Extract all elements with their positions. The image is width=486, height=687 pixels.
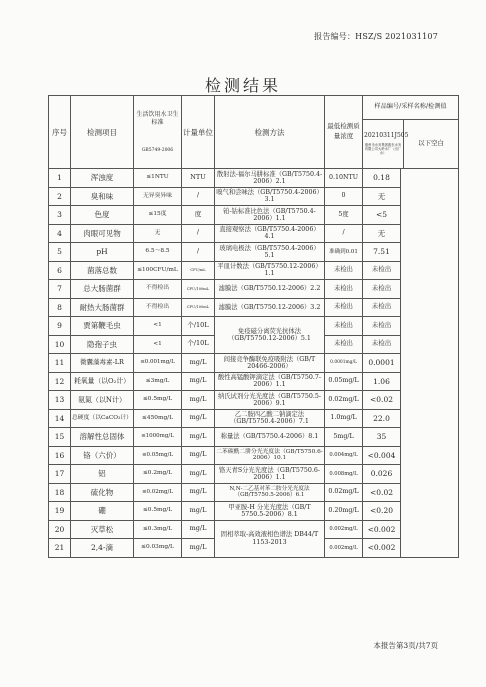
row-result: <5: [363, 206, 401, 225]
table-row: [49, 169, 459, 188]
row-unit: mg/L: [182, 391, 215, 410]
row-result: <0.02: [363, 483, 401, 502]
row-unit: mg/L: [182, 465, 215, 484]
table-row: [49, 428, 459, 447]
row-method-merged: 免疫磁分离荧光抗体法（GB/T5750.12-2006）5.1: [215, 317, 325, 354]
col-item-header: 检测项目: [71, 96, 134, 169]
table-row: [49, 280, 459, 299]
row-item: pH: [71, 243, 134, 262]
row-method: 纳氏试剂分光光度法（GB/T5750.5-2006）9.1: [215, 391, 325, 410]
row-item: 铬（六价）: [71, 446, 134, 465]
sample-name: 惠州市水务集团惠东水务有限公司大岭水厂（出厂水）: [364, 142, 402, 156]
row-limit: 0.02mg/L: [325, 483, 363, 502]
results-table: [48, 95, 459, 558]
blank-column: [401, 169, 459, 558]
row-standard: ≤1000mg/L: [134, 428, 182, 447]
row-method: N,N-二乙基对苯二胺分光光度法（GB/T5750.5-2006）6.1: [215, 483, 325, 502]
row-limit: 1.0mg/L: [325, 409, 363, 428]
row-index: 11: [49, 354, 71, 373]
row-index: 19: [49, 502, 71, 521]
row-item: 总硬度（以CaCO₃计）: [71, 409, 134, 428]
row-limit: 0.10NTU: [325, 169, 363, 188]
row-result: 7.51: [363, 243, 401, 262]
row-limit: 未检出: [325, 335, 363, 354]
row-result: 22.0: [363, 409, 401, 428]
row-item: 耐热大肠菌群: [71, 298, 134, 317]
row-item: 微囊藻毒素-LR: [71, 354, 134, 373]
row-method: 散射法-福尔马肼标准（GB/T5750.4-2006）2.1: [215, 169, 325, 188]
row-method: 直接观察法（GB/T5750.4-2006）4.1: [215, 224, 325, 243]
row-result: 未检出: [363, 261, 401, 280]
row-index: 21: [49, 539, 71, 558]
row-standard: ≤0.001mg/L: [134, 354, 182, 373]
row-item: 浑浊度: [71, 169, 134, 188]
row-result: 无: [363, 187, 401, 206]
row-item: 硫化物: [71, 483, 134, 502]
row-item: 铝: [71, 465, 134, 484]
row-index: 4: [49, 224, 71, 243]
row-index: 12: [49, 372, 71, 391]
row-index: 13: [49, 391, 71, 410]
row-limit: 5度: [325, 206, 363, 225]
row-index: 9: [49, 317, 71, 336]
row-index: 8: [49, 298, 71, 317]
row-result: <0.002: [363, 520, 401, 539]
row-unit: mg/L: [182, 539, 215, 558]
row-method: 甲亚胺-H 分光光度法（GB/T 5750.5-2006）8.1: [215, 502, 325, 521]
row-standard: ≤0.5mg/L: [134, 391, 182, 410]
row-limit: 0.004mg/L: [325, 446, 363, 465]
row-standard: <1: [134, 317, 182, 336]
row-index: 17: [49, 465, 71, 484]
row-method: 滤膜法（GB/T5750.12-2006）3.2: [215, 298, 325, 317]
row-method: 乙二胺四乙酸二钠滴定法（GB/T5750.4-2006）7.1: [215, 409, 325, 428]
row-item: 2,4-滴: [71, 539, 134, 558]
row-result: 0.0001: [363, 354, 401, 373]
row-unit: 个/10L: [182, 317, 215, 336]
row-standard: 不得检出: [134, 298, 182, 317]
row-standard: ≤0.3mg/L: [134, 520, 182, 539]
row-unit: /: [182, 187, 215, 206]
row-unit: mg/L: [182, 372, 215, 391]
row-standard: ≤1NTU: [134, 169, 182, 188]
row-item: 贾第鞭毛虫: [71, 317, 134, 336]
row-index: 7: [49, 280, 71, 299]
row-item: 总大肠菌群: [71, 280, 134, 299]
row-index: 5: [49, 243, 71, 262]
row-limit: 准确到0.01: [325, 243, 363, 262]
row-method: 滤膜法（GB/T5750.12-2006）2.2: [215, 280, 325, 299]
row-standard: ≤0.05mg/L: [134, 446, 182, 465]
col-limit-header: 最低检测质量浓度: [325, 96, 363, 169]
table-row: [49, 354, 459, 373]
row-limit: 未检出: [325, 298, 363, 317]
row-unit: 度: [182, 206, 215, 225]
row-item: 臭和味: [71, 187, 134, 206]
row-unit: mg/L: [182, 428, 215, 447]
row-index: 15: [49, 428, 71, 447]
row-limit: 0.002mg/L: [325, 520, 363, 539]
row-limit: 0.002mg/L: [325, 539, 363, 558]
row-item: 肉眼可见物: [71, 224, 134, 243]
row-method: 玻璃电极法（GB/T5750.4-2006）5.1: [215, 243, 325, 262]
row-result: <0.20: [363, 502, 401, 521]
row-unit: mg/L: [182, 446, 215, 465]
row-index: 20: [49, 520, 71, 539]
row-standard: 无异臭异味: [134, 187, 182, 206]
row-standard: ≤450mg/L: [134, 409, 182, 428]
row-index: 1: [49, 169, 71, 188]
row-result: 无: [363, 224, 401, 243]
row-result: 1.06: [363, 372, 401, 391]
row-unit: mg/L: [182, 354, 215, 373]
row-standard: ≤0.5mg/L: [134, 502, 182, 521]
sample-id: 20210311J505: [364, 132, 409, 140]
row-index: 18: [49, 483, 71, 502]
col-sample-header: [363, 96, 459, 169]
row-index: 2: [49, 187, 71, 206]
table-row: [49, 206, 459, 225]
row-method: 嗅气和尝味法（GB/T5750.4-2006）3.1: [215, 187, 325, 206]
row-result: 未检出: [363, 298, 401, 317]
report-number: 报告编号：HSZ/S 2021031107: [314, 32, 438, 41]
row-limit: 0.20mg/L: [325, 502, 363, 521]
row-method: 称量法（GB/T5750.4-2006）8.1: [215, 428, 325, 447]
page-footer: 本报告第3页/共7页: [373, 641, 438, 650]
table-row: [49, 317, 459, 336]
row-method: 铬天青S分光光度法（GB/T5750.6-2006）1.1: [215, 465, 325, 484]
row-limit: 未检出: [325, 280, 363, 299]
table-row: [49, 465, 459, 484]
row-standard: ≤3mg/L: [134, 372, 182, 391]
table-row: [49, 483, 459, 502]
row-result: 35: [363, 428, 401, 447]
table-row: [49, 224, 459, 243]
row-limit: /: [325, 224, 363, 243]
row-unit: mg/L: [182, 502, 215, 521]
row-item: 菌落总数: [71, 261, 134, 280]
row-method: 平皿计数法（GB/T5750.12-2006）1.1: [215, 261, 325, 280]
row-item: 耗氧量（以O₂计）: [71, 372, 134, 391]
row-limit: 0.0001mg/L: [325, 354, 363, 373]
table-row: [49, 372, 459, 391]
row-standard: 不得检出: [134, 280, 182, 299]
table-row: [49, 502, 459, 521]
row-index: 16: [49, 446, 71, 465]
standard-code: GB5749-2006: [141, 147, 174, 153]
row-result: 未检出: [363, 280, 401, 299]
row-unit: CFU/mL: [182, 261, 215, 280]
row-limit: 0.05mg/L: [325, 372, 363, 391]
page-title: 检测结果: [204, 76, 281, 95]
table-row: [49, 243, 459, 262]
table-row: [49, 409, 459, 428]
row-result: 未检出: [363, 335, 401, 354]
row-limit: 0.02mg/L: [325, 391, 363, 410]
table-row: [49, 446, 459, 465]
row-standard: 无: [134, 224, 182, 243]
row-limit: 未检出: [325, 317, 363, 336]
row-result: <0.002: [363, 539, 401, 558]
row-limit: 0: [325, 187, 363, 206]
col-unit-header: 计量单位: [182, 96, 215, 169]
row-unit: CFU/100mL: [182, 280, 215, 299]
row-limit: 0.008mg/L: [325, 465, 363, 484]
row-unit: CFU/100mL: [182, 298, 215, 317]
row-standard: ≤15度: [134, 206, 182, 225]
row-standard: ≤0.2mg/L: [134, 465, 182, 484]
row-item: 氨氮（以N计）: [71, 391, 134, 410]
col-method-header: 检测方法: [215, 96, 325, 169]
row-method-merged: 固相萃取-高效液相色谱法 DB44/T 1153-2013: [215, 520, 325, 557]
row-unit: /: [182, 224, 215, 243]
row-result: 0.18: [363, 169, 401, 188]
row-method: 二苯碳酰二肼分光光度法（GB/T5750.6-2006）10.1: [215, 446, 325, 465]
row-method: 间接竞争酶联免疫吸附法（GB/T 20466-2006）: [215, 354, 325, 373]
sample-title: 样品编号/采样名称/检测值: [363, 96, 458, 120]
row-item: 色度: [71, 206, 134, 225]
row-standard: 6.5～8.5: [134, 243, 182, 262]
row-result: <0.02: [363, 391, 401, 410]
col-standard-header: [134, 96, 182, 169]
row-item: 硼: [71, 502, 134, 521]
table-header-row: [49, 96, 459, 169]
row-standard: ≤0.03mg/L: [134, 539, 182, 558]
row-method: 铂-钴标准比色法（GB/T5750.4-2006）1.1: [215, 206, 325, 225]
row-unit: NTU: [182, 169, 215, 188]
table-row: [49, 187, 459, 206]
row-index: 14: [49, 409, 71, 428]
row-index: 3: [49, 206, 71, 225]
table-row: [49, 391, 459, 410]
row-item: 灭草松: [71, 520, 134, 539]
table-row: [49, 261, 459, 280]
row-result: 未检出: [363, 317, 401, 336]
row-result: 0.026: [363, 465, 401, 484]
row-index: 6: [49, 261, 71, 280]
row-standard: ≤100CFU/mL: [134, 261, 182, 280]
row-limit: 未检出: [325, 261, 363, 280]
row-method: 酸性高锰酸钾滴定法（GB/T5750.7-2006）1.1: [215, 372, 325, 391]
row-result: <0.004: [363, 446, 401, 465]
table-row: [49, 298, 459, 317]
row-standard: ≤0.02mg/L: [134, 483, 182, 502]
col-index-header: 序号: [49, 96, 71, 169]
row-unit: 个/10L: [182, 335, 215, 354]
row-unit: mg/L: [182, 520, 215, 539]
row-limit: 5mg/L: [325, 428, 363, 447]
blank-below-note: 以下空白: [418, 139, 444, 148]
table-row: [49, 520, 459, 539]
row-unit: /: [182, 243, 215, 262]
row-unit: mg/L: [182, 409, 215, 428]
row-index: 10: [49, 335, 71, 354]
row-unit: mg/L: [182, 483, 215, 502]
row-item: 溶解性总固体: [71, 428, 134, 447]
row-item: 隐孢子虫: [71, 335, 134, 354]
standard-title: 生活饮用水卫生标准: [136, 110, 179, 127]
row-standard: <1: [134, 335, 182, 354]
